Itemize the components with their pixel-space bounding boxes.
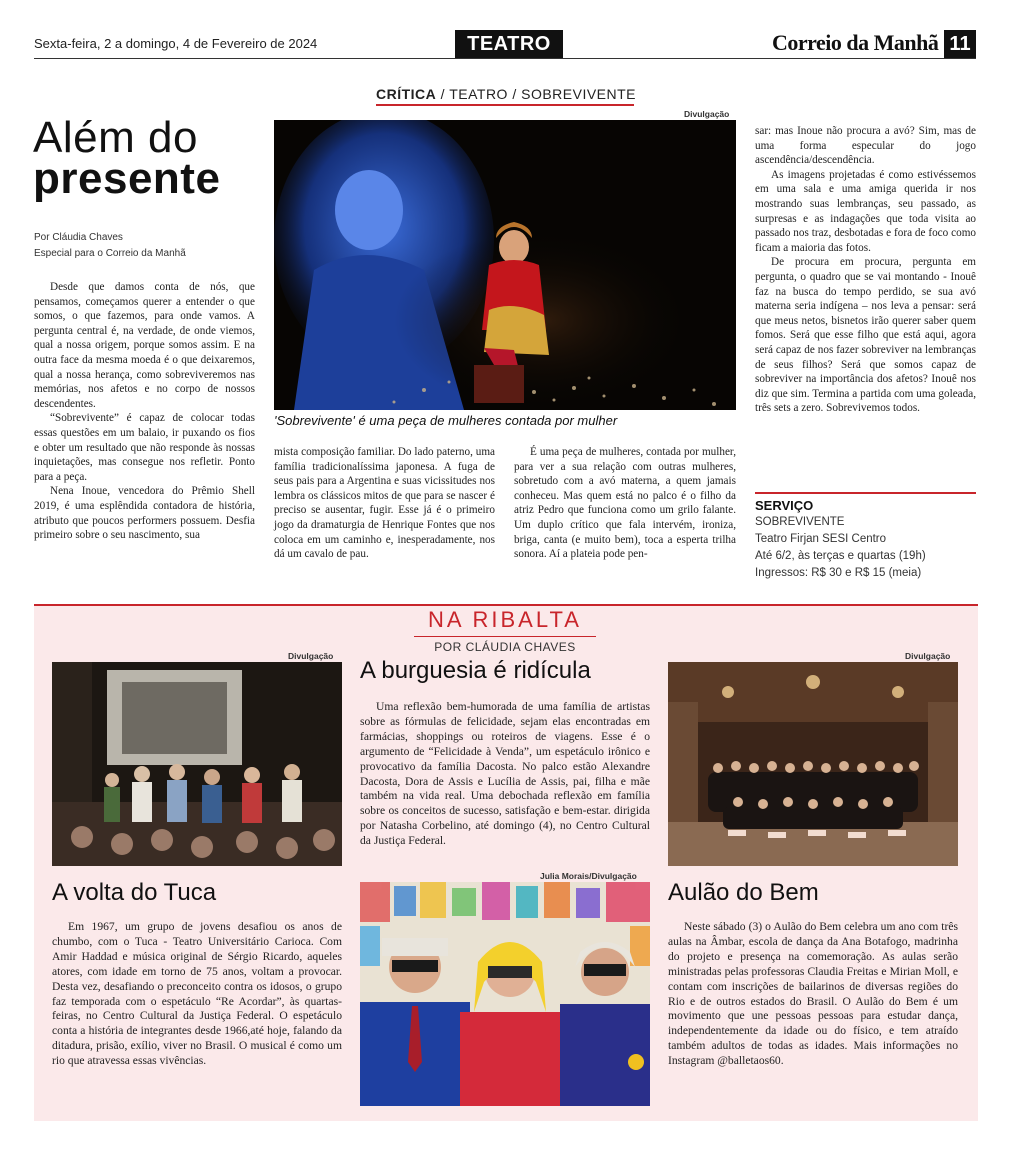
page-number: 11: [944, 30, 976, 58]
paragraph: Em 1967, um grupo de jovens desafiou os anos de chumbo, com o Tuca - Teatro Universitário Carioca. Com Amir Haddad e música original de Sérgio Ricardo, aqueles atores, com idade em torno de 75 anos, voltam a provocar. Desta vez, desafiando o preconceito contra os idosos, o grupo faz temporada com o espetáculo “Re Acordar”, às quartas-feiras, no Centro Cultural da Justiça Federal. O espetáculo conta a história de integrantes desde 1966,até hoje, falando da ditadura, prisão, exílio, viver no Brasil. O musical é como um rio que atravessa essas vivências.: [52, 920, 342, 1068]
servico-venue: Teatro Firjan SESI Centro: [755, 533, 887, 545]
na-ribalta-title: NA RIBALTA: [428, 607, 582, 632]
servico-dates: Até 6/2, às terças e quartas (19h): [755, 550, 926, 562]
byline: [34, 230, 186, 262]
servico-rule: [755, 492, 976, 494]
servico-tickets: Ingressos: R$ 30 e R$ 15 (meia): [755, 567, 922, 579]
tuca-photo-credit: Divulgação: [288, 651, 334, 661]
aulao-photo-illustration: [668, 662, 958, 866]
headline-line-1: Além do: [33, 113, 198, 162]
paragraph: Uma reflexão bem-humorada de uma família de artistas sobre as fórmulas de felicidade, sejam elas encontradas em farmácias, shoppings ou roteiros de viagens. Esse é o argumento de “Felicidade à Venda”, um espetáculo irônico e provocativo da família Dacosta. No palco estão Alexandre Dacosta, Dora de Assis e Lucília de Assis, pai, filha e mãe também na vida real. Uma debochada reflexão em família sobre os conceitos de sucesso, satisfação e bem-estar. dirigida por Natasha Corbelino, até domingo (4), no Centro Cultural da Justiça Federal.: [360, 700, 650, 848]
article-column-4: [755, 124, 976, 416]
header-rule: [34, 58, 976, 59]
main-photo: [274, 120, 736, 410]
aulao-photo: [668, 662, 958, 866]
article-column-1: [34, 280, 255, 543]
paragraph: De procura em procura, pergunta em pergunta, o quadro que se vai montando - Inouê faz na busca do tempo perdido, se sua avó materna seria indígena – nos leva a pensar: será que meus netos, bisnetos irão querer saber quem fomos. Será que esse filho que está aqui, agora será capaz de nos fazer sobreviver na lembranças de seus filhos? Será que somos capaz de sobreviver na importância dos afetos? Inouê nos diz que sim. Termina a partida com uma goleada, três sets a zero. Sobrevivemos todos.: [755, 256, 976, 415]
photo-caption: 'Sobrevivente' é uma peça de mulheres contada por mulher: [274, 413, 618, 428]
photo-credit: Divulgação: [684, 109, 730, 119]
na-ribalta-byline: POR CLÁUDIA CHAVES: [434, 640, 576, 654]
aulao-photo-credit: Divulgação: [905, 651, 951, 661]
headline-line-2: presente: [33, 154, 221, 203]
issue-date: Sexta-feira, 2 a domingo, 4 de Fevereiro de 2024: [34, 36, 318, 51]
paragraph: As imagens projetadas é como estivéssemos em uma sala e uma amiga querida ir nos mostrando suas lembranças, seu passado, as surpresas e as indagações que toda visita ao passado nos traz, desbotadas e fora de foco como ficam a maioria das fotos.: [755, 168, 976, 254]
servico-title: SERVIÇO: [755, 498, 814, 513]
tuca-photo: [52, 662, 342, 866]
paragraph: Desde que damos conta de nós, que pensamos, começamos querer a entender o que somos, o que fazemos, para onde vamos. A pergunta central é, na verdade, de onde viemos, qual a nossa origem, porque somos assim. E na outra face da mesma moeda é o que deixaremos, qual a nossa herança, como sobreviveremos nas memórias, nos afetos e no corpo de nossos descendentes.: [34, 281, 255, 410]
na-ribalta-rule: [414, 636, 596, 637]
article-column-2: [274, 445, 495, 562]
section-label: TEATRO: [455, 30, 563, 58]
tuca-title: A volta do Tuca: [52, 879, 217, 906]
article-kicker: [376, 86, 636, 102]
aulao-title: Aulão do Bem: [668, 879, 819, 906]
article-column-3: [514, 445, 736, 562]
paragraph: Nena Inoue, vencedora do Prêmio Shell 2019, é uma esplêndida contadora de história, atributo que poucos performers possuem. Desfia primeiro sobre o seu nascimento, sua: [34, 485, 255, 542]
paragraph: “Sobrevivente” é capaz de colocar todas essas questões em um balaio, ir puxando os fios e obter um resultado que não responde às nossas inquietações, mas consegue nos refletir. Ponto para a peça.: [34, 412, 255, 483]
burguesia-photo: [360, 882, 650, 1106]
paragraph: sar: mas Inoue não procura a avó? Sim, mas de uma forma especular do jogo ascendência/descendência.: [755, 125, 976, 167]
aulao-text-column: [668, 920, 958, 1069]
tuca-text-column: [52, 920, 342, 1069]
burguesia-photo-credit: Julia Morais/Divulgação: [540, 871, 637, 881]
paragraph: mista composição familiar. Do lado paterno, uma família tradicionalíssima japonesa. A fuga de seus pais para a Argentina e suas vicissitudes nos lembra os clássicos mitos de que para se nascer é preciso se ausentar, fugir. Esse já é o primeiro jogo da dramaturgia de Henrique Fontes que nos coloca em um caminho e, inesperadamente, nos dá um cavalo de pau.: [274, 446, 495, 561]
burguesia-text-column: [360, 700, 650, 849]
burguesia-photo-illustration: [360, 882, 650, 1106]
kicker-rule: [376, 104, 634, 106]
servico-show: SOBREVIVENTE: [755, 516, 845, 528]
stage-photo-illustration: [274, 120, 736, 410]
kicker-bold: CRÍTICA: [376, 86, 437, 102]
paragraph: É uma peça de mulheres, contada por mulher, para ver a sua relação com outras mulheres, sobretudo com a avó materna, a quem jamais conheceu. Mas quem está no palco é o filho da atriz Pedro que funciona como um grilo falante. Um duplo crítico que fala intervém, ironiza, briga, canta (e muito bem), toca a esperta trilha sonora. Aí a plateia pode pen-: [514, 446, 736, 561]
kicker-rest: / TEATRO / SOBREVIVENTE: [436, 86, 637, 102]
byline-author: Por Cláudia Chaves: [34, 232, 123, 243]
paragraph: Neste sábado (3) o Aulão do Bem celebra um ano com três aulas na Âmbar, escola de dança da Ana Botafogo, madrinha do projeto e presença na comemoração. As aulas serão ministradas pelas professoras Claudia Freitas e Mirian Moll, e contam com inscrições de bailarinos de diversas regiões do Rio e de outros estados do Brasil. O Aulão do Bem é um movimento que une pessoas pessoas para estudar dança, independentemente da idade ou do físico, e tem atraído também adultos de todas as idades. Mais informações no Instagram @balletaos60.: [668, 920, 958, 1068]
newspaper-name: Correio da Manhã: [772, 30, 939, 55]
tuca-photo-illustration: [52, 662, 342, 866]
burguesia-title: A burguesia é ridícula: [360, 657, 591, 684]
byline-role: Especial para o Correio da Manhã: [34, 248, 186, 259]
